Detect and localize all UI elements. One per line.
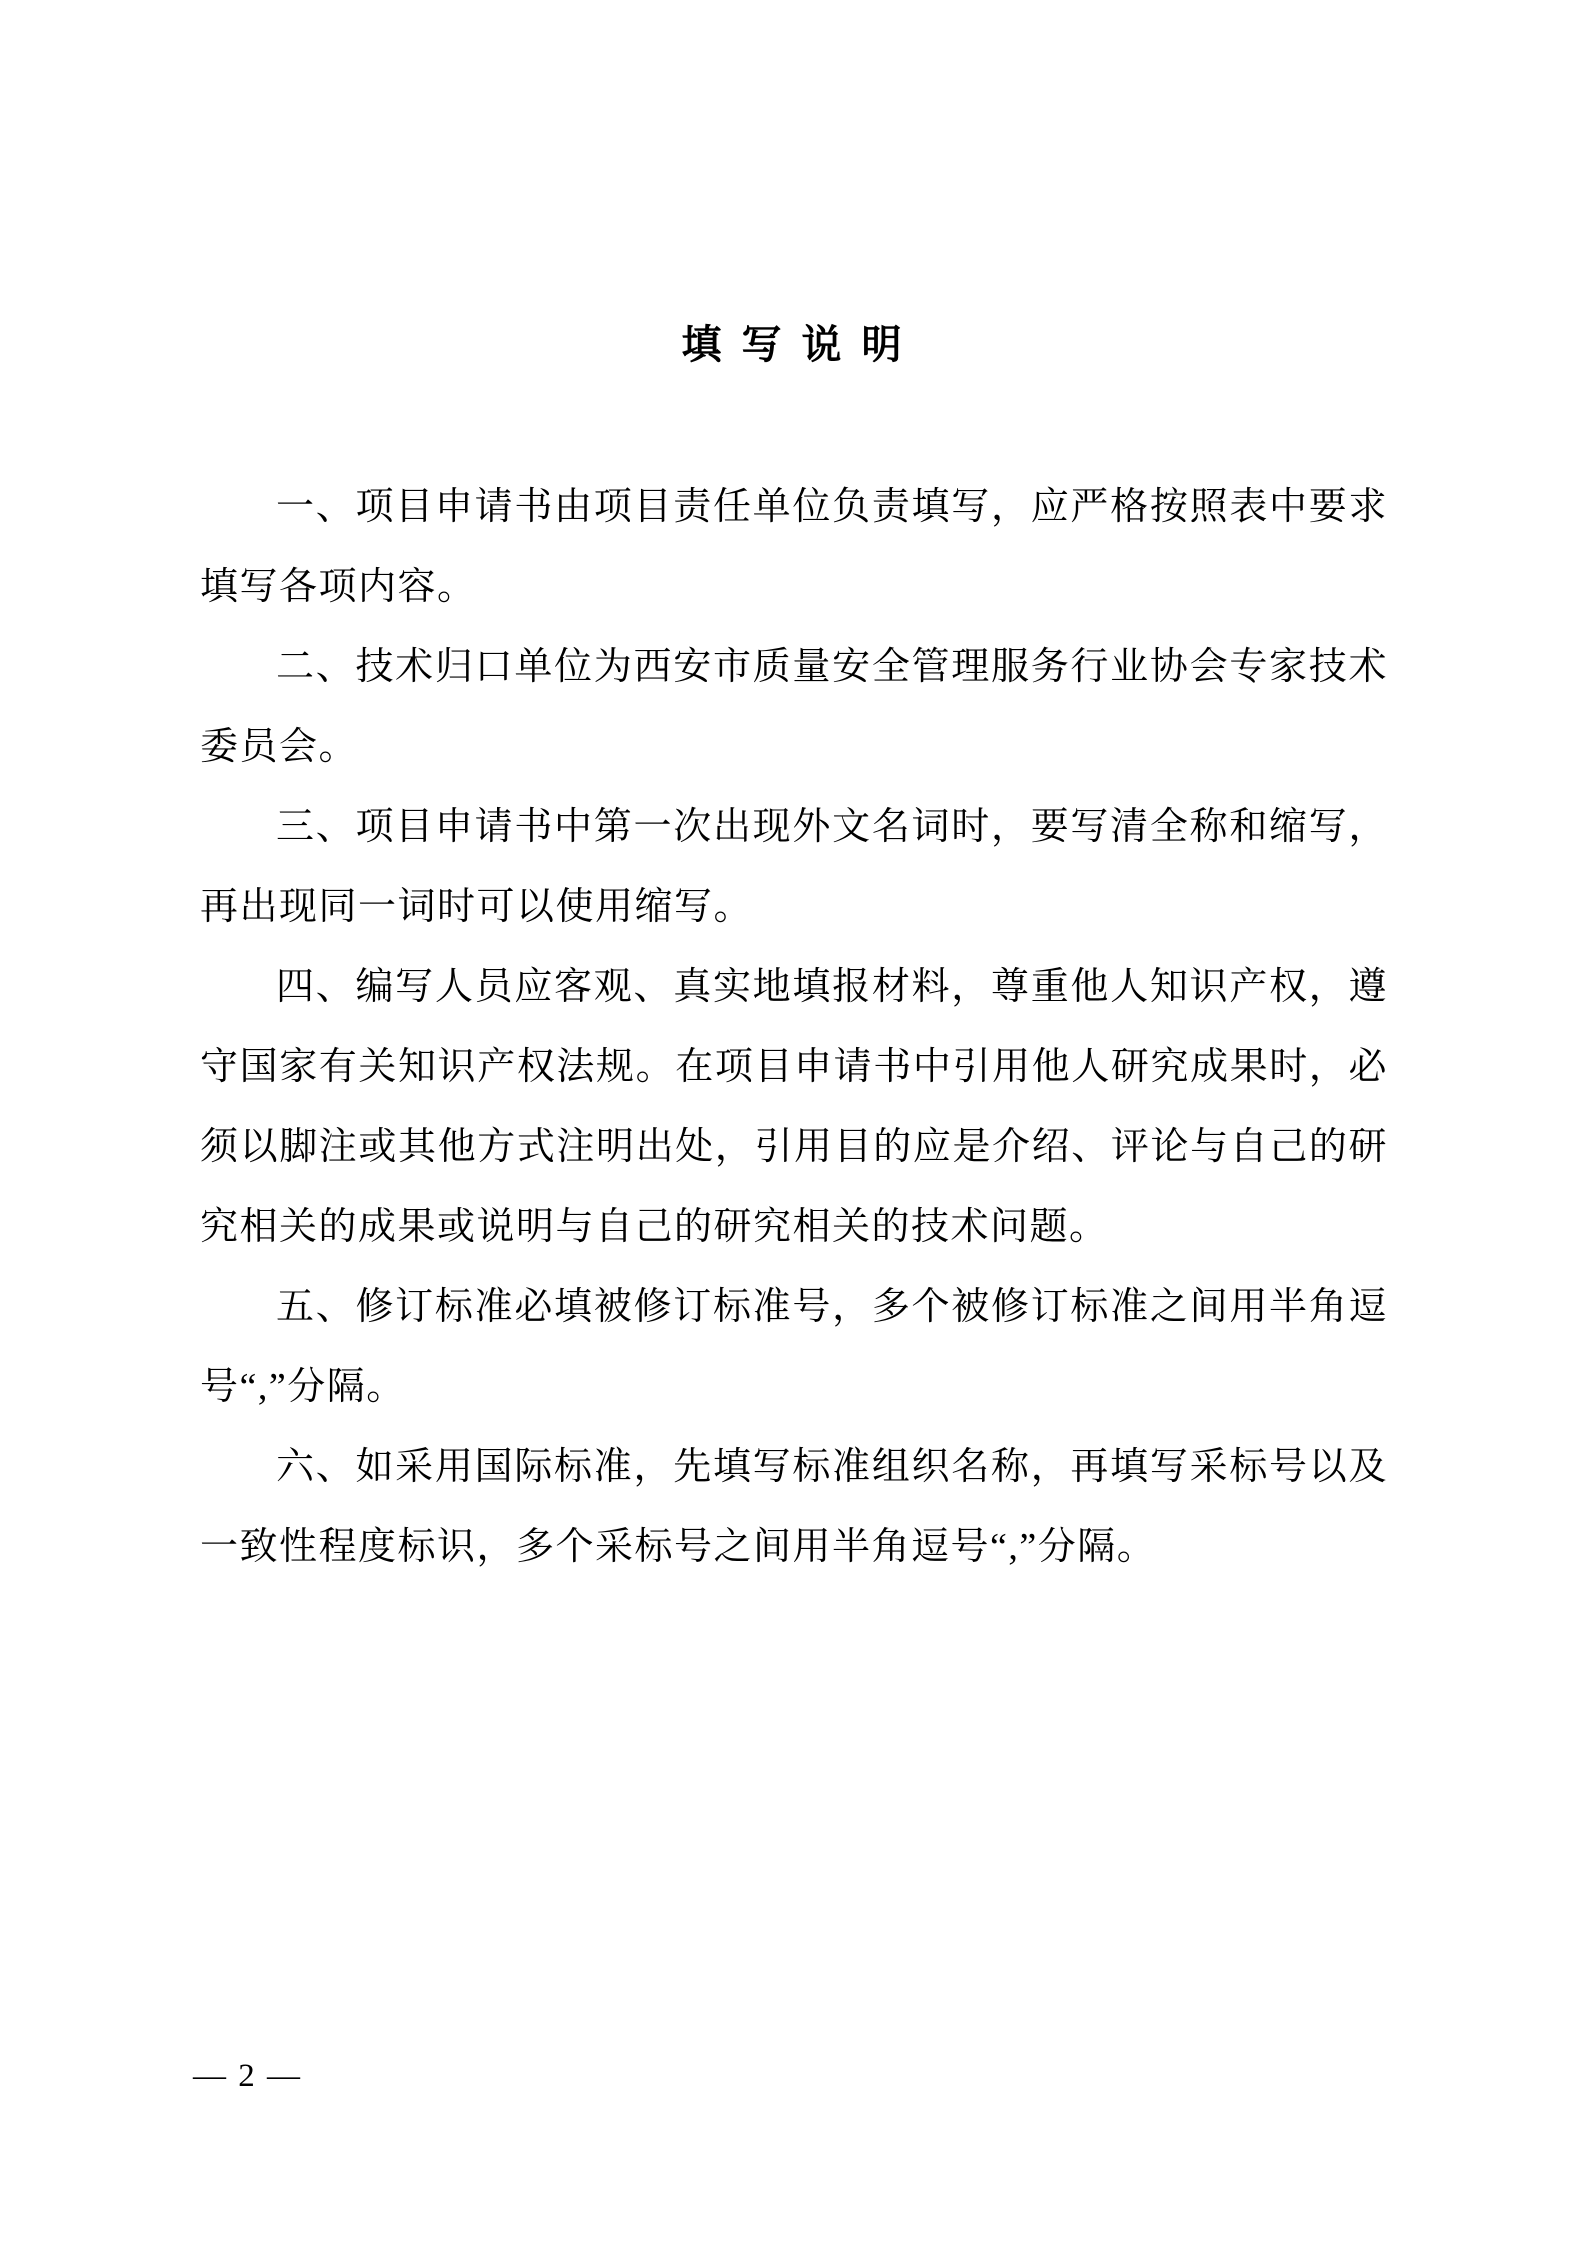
instruction-item-5: 五、修订标准必填被修订标准号，多个被修订标准之间用半角逗号“,”分隔。 [200, 1286, 1388, 1408]
instruction-item-1: 一、项目申请书由项目责任单位负责填写，应严格按照表中要求填写各项内容。 [200, 486, 1388, 608]
instruction-item-4: 四、编写人员应客观、真实地填报材料，尊重他人知识产权，遵守国家有关知识产权法规。在项目申请书中引用他人研究成果时，必须以脚注或其他方式注明出处，引用目的应是介绍、评论与自己的研究相关的成果或说明与自己的研究相关的技术问题。 [200, 966, 1388, 1248]
page-number: — 2 — [193, 2058, 302, 2094]
instruction-item-3: 三、项目申请书中第一次出现外文名词时，要写清全称和缩写，再出现同一词时可以使用缩写。 [200, 806, 1388, 928]
instruction-item-6: 六、如采用国际标准，先填写标准组织名称，再填写采标号以及一致性程度标识，多个采标号之间用半角逗号“,”分隔。 [200, 1446, 1388, 1568]
instruction-item-2: 二、技术归口单位为西安市质量安全管理服务行业协会专家技术委员会。 [200, 646, 1388, 768]
page-title: 填 写 说 明 [681, 322, 907, 367]
instructions-body [200, 467, 1388, 1587]
